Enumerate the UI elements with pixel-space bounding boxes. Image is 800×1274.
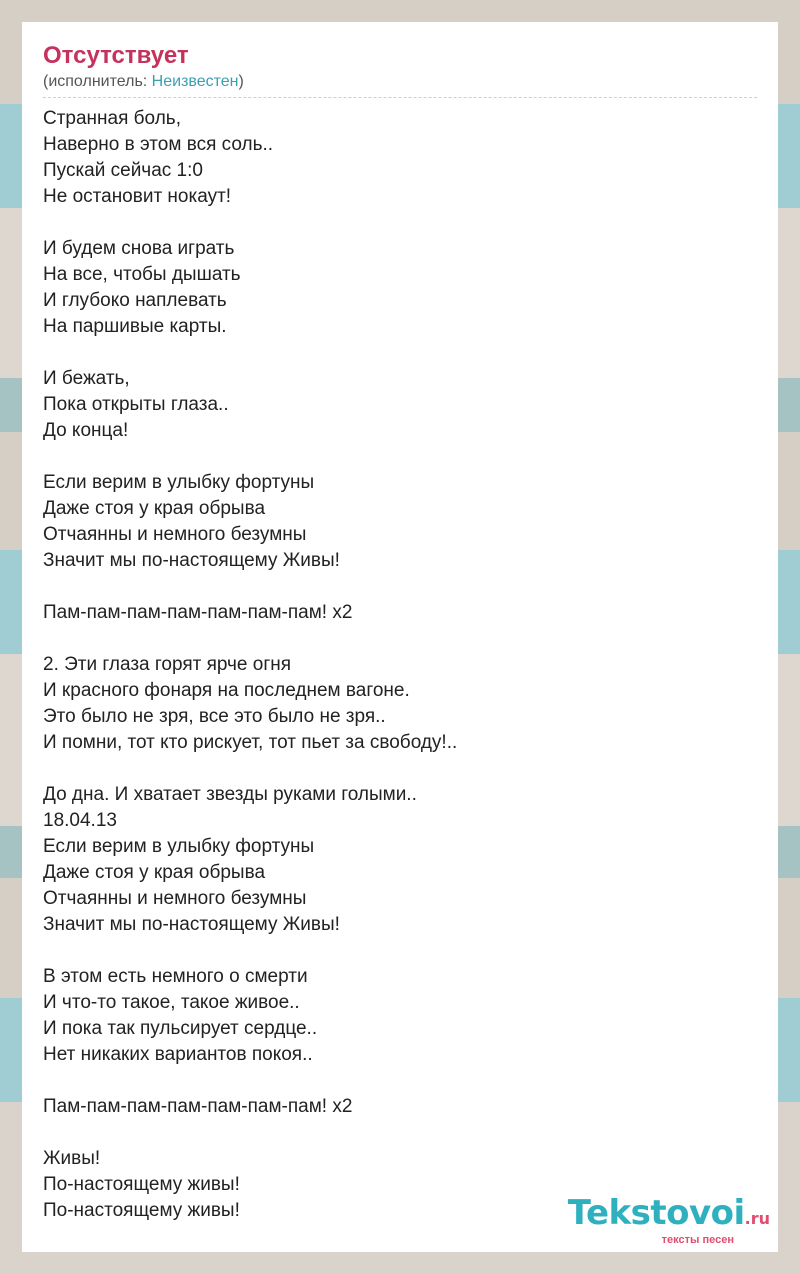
lyric-line: И красного фонаря на последнем вагоне. <box>43 680 410 701</box>
lyric-line: Пам-пам-пам-пам-пам-пам-пам! x2 <box>43 1096 353 1117</box>
lyric-line <box>43 1068 758 1094</box>
logo-name: Tekstovoi <box>567 1193 745 1233</box>
lyric-line <box>43 574 758 600</box>
site-logo[interactable] <box>567 1193 770 1246</box>
lyric-line: Даже стоя у края обрыва <box>43 862 266 883</box>
lyric-line: Если верим в улыбку фортуны <box>43 836 315 857</box>
lyric-line: Отчаянны и немного безумны <box>43 524 307 545</box>
lyric-line <box>43 210 758 236</box>
lyric-line: Если верим в улыбку фортуны <box>43 472 315 493</box>
lyric-line <box>43 444 758 470</box>
lyric-line: До конца! <box>43 420 129 441</box>
logo-tld: .ru <box>744 1209 770 1228</box>
lyric-line: До дна. И хватает звезды руками голыми.. <box>43 784 417 805</box>
lyric-line: Даже стоя у края обрыва <box>43 498 266 519</box>
artist-line <box>43 72 758 92</box>
lyric-line: Значит мы по-настоящему Живы! <box>43 550 340 571</box>
lyric-line: Не остановит нокаут! <box>43 186 232 207</box>
lyric-line: 18.04.13 <box>43 810 117 831</box>
artist-prefix: (исполнитель: <box>43 73 152 90</box>
lyric-line: 2. Эти глаза горят ярче огня <box>43 654 292 675</box>
lyric-line: Значит мы по-настоящему Живы! <box>43 914 340 935</box>
lyric-line: И глубоко наплевать <box>43 290 227 311</box>
lyric-line <box>43 626 758 652</box>
lyric-line: И помни, тот кто рискует, тот пьет за свободу!.. <box>43 732 458 753</box>
lyric-line: Наверно в этом вся соль.. <box>43 134 274 155</box>
artist-suffix: ) <box>238 73 244 90</box>
lyric-line: На паршивые карты. <box>43 316 227 337</box>
lyric-line: На все, чтобы дышать <box>43 264 241 285</box>
lyric-line <box>43 340 758 366</box>
lyric-line <box>43 938 758 964</box>
lyrics-text <box>43 106 758 1224</box>
lyric-line: По-настоящему живы! <box>43 1200 240 1221</box>
logo-tagline: тексты песен <box>661 1234 734 1246</box>
lyrics-card <box>22 22 778 1252</box>
lyric-line: Пока открыты глаза.. <box>43 394 229 415</box>
lyric-line: И будем снова играть <box>43 238 235 259</box>
lyric-line: И пока так пульсирует сердце.. <box>43 1018 318 1039</box>
lyric-line: Пам-пам-пам-пам-пам-пам-пам! x2 <box>43 602 353 623</box>
lyric-line: Отчаянны и немного безумны <box>43 888 307 909</box>
lyric-line: И бежать, <box>43 368 130 389</box>
lyric-line: Пускай сейчас 1:0 <box>43 160 203 181</box>
logo-wordmark <box>567 1193 770 1236</box>
lyric-line: Странная боль, <box>43 108 181 129</box>
artist-link[interactable]: Неизвестен <box>151 73 239 90</box>
lyric-line: И что-то такое, такое живое.. <box>43 992 300 1013</box>
song-title: Отсутствует <box>43 42 189 69</box>
lyric-line <box>43 756 758 782</box>
lyric-line: По-настоящему живы! <box>43 1174 240 1195</box>
lyric-line <box>43 1120 758 1146</box>
title-divider <box>43 97 757 98</box>
lyric-line: Это было не зря, все это было не зря.. <box>43 706 386 727</box>
lyric-line: Живы! <box>43 1148 101 1169</box>
lyric-line: В этом есть немного о смерти <box>43 966 308 987</box>
lyric-line: Нет никаких вариантов покоя.. <box>43 1044 313 1065</box>
